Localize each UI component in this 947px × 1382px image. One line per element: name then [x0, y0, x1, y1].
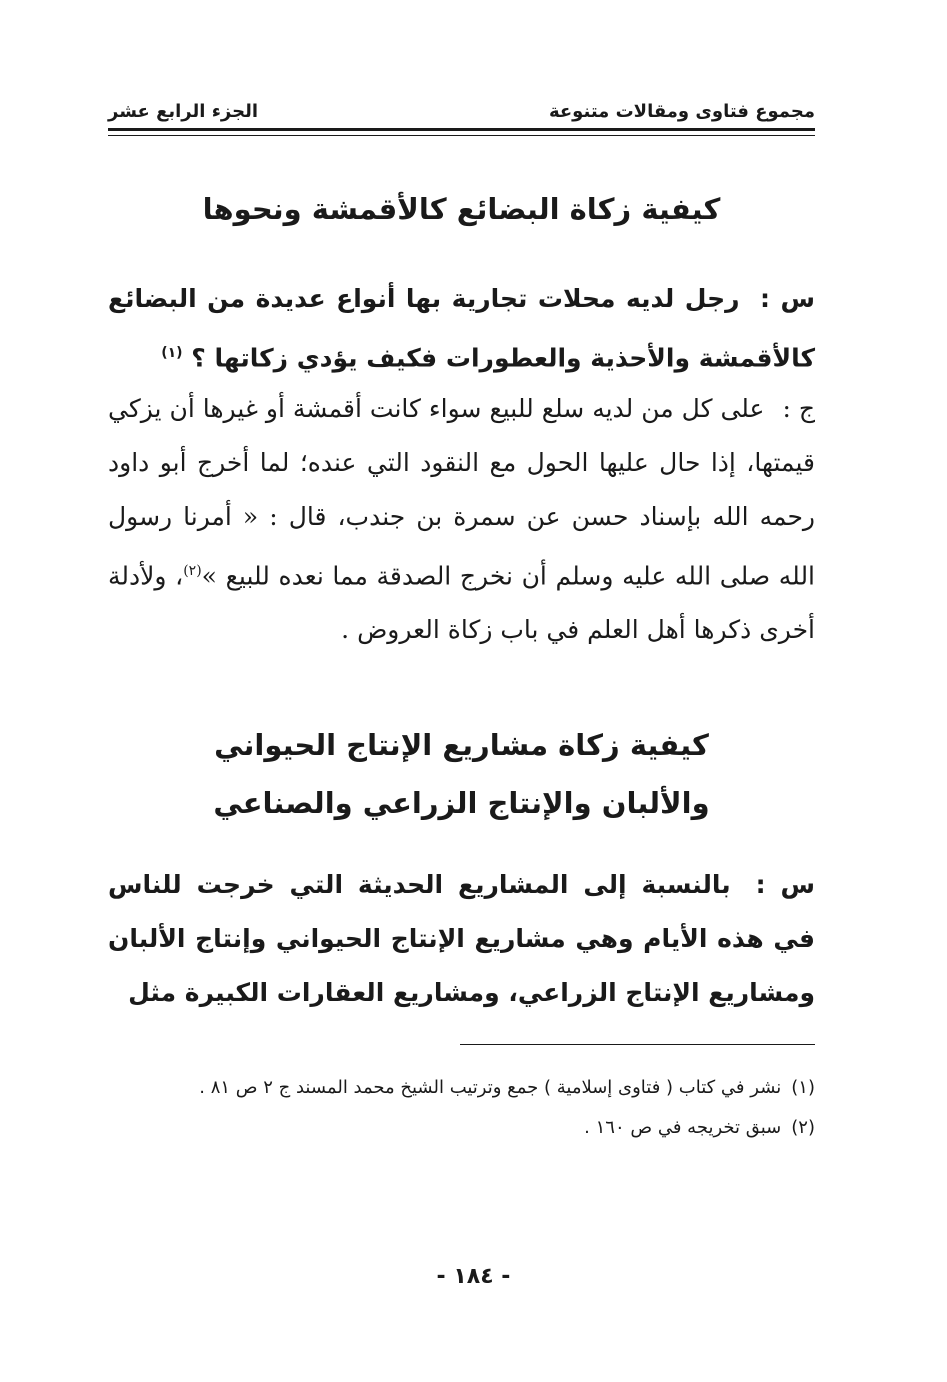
footnote-number: (٢): [791, 1117, 815, 1138]
question-text: بالنسبة إلى المشاريع الحديثة التي خرجت للناس في هذه الأيام وهي مشاريع الإنتاج الحيواني وإنتاج الألبان ومشاريع الإنتاج الزراعي، ومشاريع العقارات الكبيرة مثل: [108, 870, 815, 1007]
footnote-ref-1: (١): [161, 345, 183, 361]
section2-question: [108, 858, 815, 1020]
section2-title-line2: والألبان والإنتاج الزراعي والصناعي: [213, 786, 710, 820]
page-number: - ١٨٤ -: [436, 1264, 511, 1289]
question-marker: س :: [755, 870, 815, 899]
book-title: مجموع فتاوى ومقالات متنوعة: [548, 101, 815, 122]
question-text: رجل لديه محلات تجارية بها أنواع عديدة من البضائع كالأقمشة والأحذية والعطورات فكيف يؤدي زكاتها ؟: [108, 284, 815, 373]
section2-title-line1: كيفية زكاة مشاريع الإنتاج الحيواني: [214, 728, 709, 762]
section1-question: [108, 272, 815, 385]
section1-answer: [108, 382, 815, 657]
footnote-item: [108, 1108, 815, 1148]
footnotes: [108, 1068, 815, 1148]
section1-title: كيفية زكاة البضائع كالأقمشة ونحوها: [202, 192, 721, 226]
volume-label: الجزء الرابع عشر: [108, 101, 258, 122]
question-marker: س :: [760, 284, 815, 313]
answer-marker: ج :: [782, 394, 815, 423]
footnote-divider: [460, 1044, 815, 1045]
footnote-text: نشر في كتاب ( فتاوى إسلامية ) جمع وترتيب الشيخ محمد المسند ج ٢ ص ٨١ .: [199, 1077, 782, 1098]
footnote-text: سبق تخريجه في ص ١٦٠ .: [584, 1117, 782, 1138]
footnote-ref-2: (٢): [183, 563, 202, 579]
running-header: [108, 86, 815, 131]
answer-text-part2: ، ولأدلة أخرى ذكرها أهل العلم في باب زكاة العروض .: [108, 561, 815, 645]
answer-text-part1: على كل من لديه سلع للبيع سواء كانت أقمشة أو غيرها أن يزكي قيمتها، إذا حال عليها الحول مع النقود التي عنده؛ لما أخرج أبو داود رحمه الله بإسناد حسن عن سمرة بن جندب، قال : « أمرنا رسول الله صلى الله عليه وسلم أن نخرج الصدقة مما نعده للبيع »: [108, 394, 816, 591]
footnote-number: (١): [791, 1077, 815, 1098]
footnote-item: [108, 1068, 815, 1108]
